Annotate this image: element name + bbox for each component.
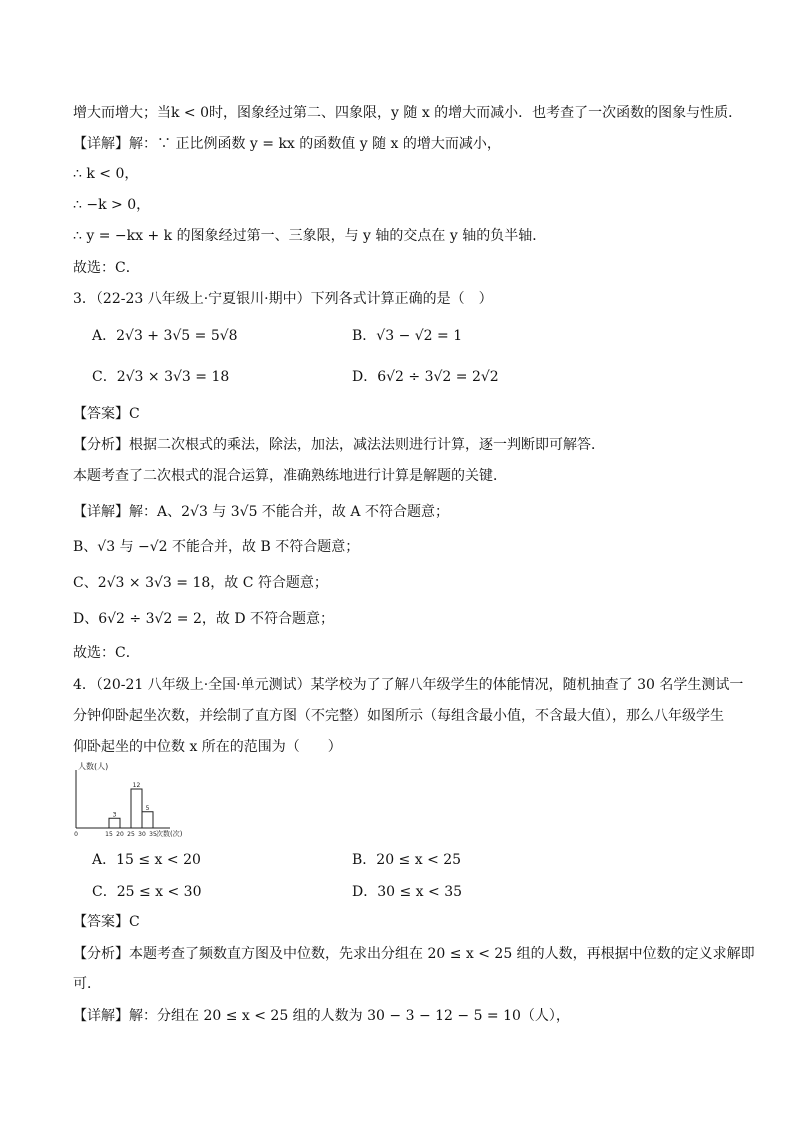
histogram-figure: [70, 762, 220, 842]
bar-value-label: 12: [132, 782, 141, 789]
q3-detail-c: C、2√3 × 3√3 = 18，故 C 符合题意；: [73, 575, 328, 591]
q3-option-b: B．√3 − √2 = 1: [352, 328, 463, 344]
x-axis-label: 次数(次): [156, 830, 183, 838]
x-tick-label: 20: [116, 831, 124, 838]
q3-option-d: D．6√2 ÷ 3√2 = 2√2: [352, 369, 499, 385]
q3-stem: 3．（22-23 八年级上·宁夏银川·期中）下列各式计算正确的是（ ）: [73, 291, 493, 307]
q3-analysis-2: 本题考查了二次根式的混合运算，准确熟练地进行计算是解题的关键．: [73, 468, 507, 484]
q3-answer: 【答案】C: [73, 406, 140, 422]
q4-stem-1: 4．（20-21 八年级上·全国·单元测试）某学校为了了解八年级学生的体能情况，随机抽查了 30 名学生测试一: [73, 677, 744, 693]
histogram-bar: [109, 818, 120, 828]
q4-option-a: A．15 ≤ x < 20: [92, 852, 201, 868]
histogram-bar: [142, 812, 153, 828]
q3-option-c: C．2√3 × 3√3 = 18: [92, 369, 230, 385]
intro-choice: 故选：C．: [73, 260, 140, 276]
q3-detail-a: 【详解】解：A、2√3 与 3√5 不能合并，故 A 不符合题意；: [73, 504, 449, 520]
intro-line-4: ∴ −k > 0，: [73, 197, 151, 213]
q3-detail-b: B、√3 与 −√2 不能合并，故 B 不符合题意；: [73, 539, 360, 555]
histogram-chart: [70, 762, 220, 842]
q4-analysis-1: 【分析】本题考查了频数直方图及中位数，先求出分组在 20 ≤ x < 25 组的人数，再根据中位数的定义求解即: [73, 946, 755, 962]
q4-option-c: C．25 ≤ x < 30: [92, 884, 202, 900]
histogram-bar: [131, 789, 142, 828]
intro-line-2: 【详解】解：∵ 正比例函数 y = kx 的函数值 y 随 x 的增大而减小，: [73, 136, 501, 152]
q4-option-b: B．20 ≤ x < 25: [352, 852, 462, 868]
x-tick-label: 30: [138, 831, 146, 838]
q4-stem-2: 分钟仰卧起坐次数，并绘制了直方图（不完整）如图所示（每组含最小值，不含最大值），那么八年级学生: [73, 708, 724, 724]
intro-line-1: 增大而增大；当k < 0时，图象经过第二、四象限，y 随 x 的增大而减小．也考查了一次函数的图象与性质．: [73, 105, 743, 121]
x-tick-label: 0: [74, 831, 78, 838]
y-axis-label: 人数(人): [78, 762, 109, 771]
q3-choice: 故选：C．: [73, 645, 140, 661]
q4-answer: 【答案】C: [73, 914, 140, 930]
intro-line-3: ∴ k < 0，: [73, 166, 139, 182]
intro-line-5: ∴ y = −kx + k 的图象经过第一、三象限，与 y 轴的交点在 y 轴的负半轴．: [73, 228, 547, 244]
q4-detail-1: 【详解】解：分组在 20 ≤ x < 25 组的人数为 30 − 3 − 12 − 5 = 10（人），: [73, 1008, 570, 1024]
q4-stem-3: 仰卧起坐的中位数 x 所在的范围为（ ）: [73, 739, 342, 755]
q3-analysis-1: 【分析】根据二次根式的乘法，除法，加法，减法法则进行计算，逐一判断即可解答．: [73, 437, 605, 453]
q3-detail-d: D、6√2 ÷ 3√2 = 2，故 D 不符合题意；: [73, 611, 334, 627]
x-tick-label: 25: [127, 831, 135, 838]
bar-value-label: 5: [145, 804, 150, 812]
q3-option-a: A．2√3 + 3√5 = 5√8: [92, 328, 238, 344]
q4-option-d: D．30 ≤ x < 35: [352, 884, 463, 900]
x-tick-label: 15: [105, 831, 113, 838]
x-tick-label: 35: [149, 831, 157, 838]
bar-value-label: 3: [112, 811, 117, 819]
q4-analysis-2: 可．: [73, 976, 101, 992]
